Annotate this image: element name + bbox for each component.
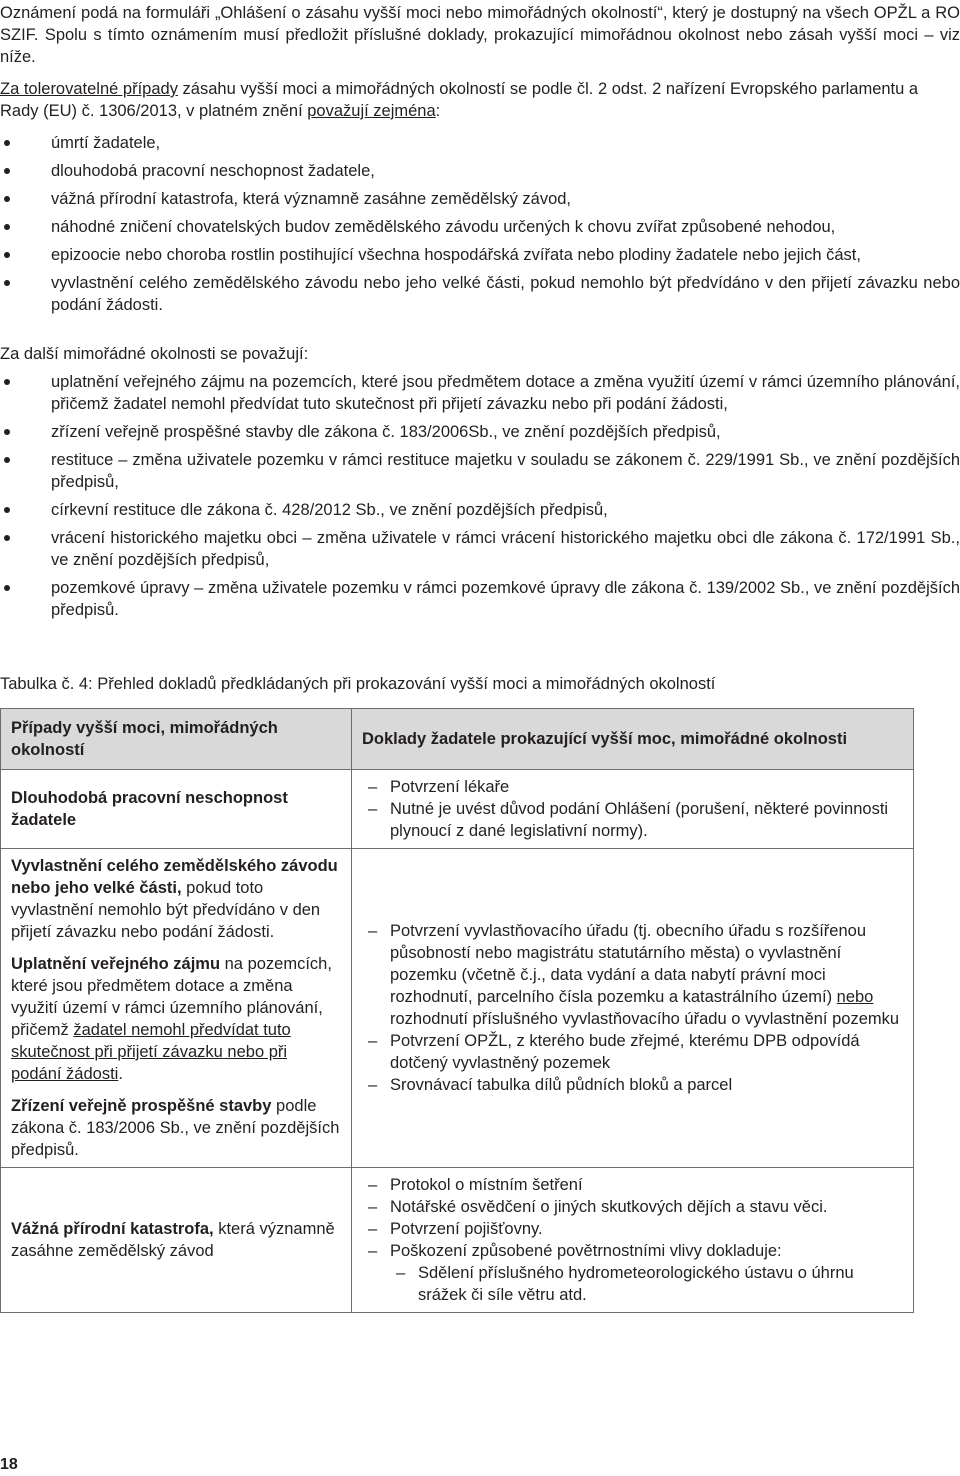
- list-item: dlouhodobá pracovní neschopnost žadatele,: [0, 160, 960, 182]
- list-item: restituce – změna uživatele pozemku v rámci restituce majetku v souladu se zákonem č. 229/1991 Sb., ve znění pozdějších předpisů,: [0, 449, 960, 493]
- list-item: – Protokol o místním šetření: [362, 1174, 903, 1196]
- list-item: vážná přírodní katastrofa, která významně zasáhne zemědělský závod,: [0, 188, 960, 210]
- list-item: církevní restituce dle zákona č. 428/2012 Sb., ve znění pozdějších předpisů,: [0, 499, 960, 521]
- table-header-row: [1, 709, 914, 770]
- header-documents: Doklady žadatele prokazující vyšší moc, mimořádné okolnosti: [352, 709, 914, 770]
- case-public-construction-text: podle zákona č. 183/2006 Sb., ve znění pozdějších předpisů.: [11, 1097, 340, 1159]
- other-circumstances-heading: Za další mimořádné okolnosti se považují:: [0, 345, 309, 363]
- documents-table: [0, 708, 914, 1313]
- documents-sublist: [390, 1262, 903, 1306]
- doc-text-underlined: nebo: [836, 988, 874, 1006]
- case-public-interest-title: Uplatnění veřejného zájmu: [11, 955, 221, 973]
- cell-case: [1, 770, 352, 849]
- list-item: pozemkové úpravy – změna uživatele pozemku v rámci pozemkové úpravy dle zákona č. 139/2002 Sb., ve znění pozdějších předpisů.: [0, 577, 960, 621]
- tolerable-lead: Za tolerovatelné případy: [0, 80, 178, 98]
- table-row: [1, 770, 914, 849]
- list-item: vrácení historického majetku obci – změna uživatele v rámci vrácení historického majetku obci dle zákona č. 172/1991 Sb., ve znění pozdějších předpisů,: [0, 527, 960, 571]
- case-expropriation: [11, 855, 341, 943]
- documents-list: [362, 1174, 903, 1306]
- list-item: – Potvrzení lékaře: [362, 776, 903, 798]
- case-public-interest-text: na pozemcích, které jsou předmětem dotace a změna využití území v rámci územního plánování, přičemž: [11, 955, 332, 1039]
- case-natural-disaster: [11, 1218, 341, 1262]
- tolerable-cases-paragraph: [0, 78, 960, 122]
- doc-text: rozhodnutí příslušného vyvlastňovacího úřadu o vyvlastnění pozemku: [390, 1010, 900, 1028]
- list-item: [362, 920, 903, 1030]
- tolerable-cases-list: [0, 132, 960, 322]
- doc-text: Potvrzení vyvlastňovacího úřadu (tj. obecního úřadu s rozšířenou působností nebo magistrátu statutárního města) o vyvlastnění pozemku (včetně č.j., data vydání a data nabytí právní moci rozhodnutí, parcelního čísla pozemku a katastrálního území): [390, 922, 867, 1006]
- case-long-term-illness: Dlouhodobá pracovní neschopnost žadatele: [11, 789, 288, 829]
- doc-text: Poškození způsobené povětrnostními vlivy dokladuje:: [390, 1242, 782, 1260]
- list-item: úmrtí žadatele,: [0, 132, 960, 154]
- list-item: uplatnění veřejného zájmu na pozemcích, které jsou předmětem dotace a změna využití území v rámci územního plánování, přičemž žadatel nemohl předvídat tuto skutečnost při přijetí závazku nebo při podání žádosti,: [0, 371, 960, 415]
- header-cases: Případy vyšší moci, mimořádných okolností: [1, 709, 352, 770]
- case-natural-disaster-title: Vážná přírodní katastrofa,: [11, 1220, 214, 1238]
- page-number: 18: [0, 1456, 18, 1473]
- list-item: – Potvrzení pojišťovny.: [362, 1218, 903, 1240]
- tolerable-tail: považují zejména: [307, 102, 436, 120]
- cell-case: [1, 849, 352, 1168]
- tolerable-middle: zásahu vyšší moci a mimořádných okolností se podle čl. 2 odst. 2 nařízení Evropského parlamentu a Rady (EU) č. 1306/2013, v platném znění: [0, 80, 919, 120]
- case-public-interest-end: .: [118, 1065, 123, 1083]
- other-circumstances-list: [0, 371, 960, 627]
- case-expropriation-text: pokud toto vyvlastnění nemohlo být předvídáno v den přijetí závazku nebo podání žádosti.: [11, 879, 321, 941]
- list-item: náhodné zničení chovatelských budov zemědělského závodu určených k chovu zvířat způsobené nehodou,: [0, 216, 960, 238]
- documents-list: [362, 776, 903, 842]
- case-natural-disaster-text: která významně zasáhne zemědělský závod: [11, 1220, 335, 1260]
- documents-list: [362, 920, 903, 1096]
- list-item: – Sdělení příslušného hydrometeorologického ústavu o úhrnu srážek či síle větru atd.: [390, 1262, 903, 1306]
- list-item: epizoocie nebo choroba rostlin postihující všechna hospodářská zvířata nebo plodiny žadatele nebo jejich část,: [0, 244, 960, 266]
- table-row: [1, 1168, 914, 1313]
- cell-case: [1, 1168, 352, 1313]
- table-caption: Tabulka č. 4: Přehled dokladů předkládaných při prokazování vyšší moci a mimořádných okolností: [0, 675, 716, 693]
- list-item: vyvlastnění celého zemědělského závodu nebo jeho velké části, pokud nemohlo být předvídáno v den přijetí závazku nebo podání žádosti.: [0, 272, 960, 316]
- cell-documents: [352, 770, 914, 849]
- list-item: – Potvrzení OPŽL, z kterého bude zřejmé, kterému DPB odpovídá dotčený vyvlastněný pozemek: [362, 1030, 903, 1074]
- list-item: – Notářské osvědčení o jiných skutkových dějích a stavu věci.: [362, 1196, 903, 1218]
- tolerable-end: :: [435, 102, 441, 120]
- cell-documents: [352, 849, 914, 1168]
- table-row: [1, 849, 914, 1168]
- list-item: zřízení veřejně prospěšné stavby dle zákona č. 183/2006Sb., ve znění pozdějších předpisů,: [0, 421, 960, 443]
- case-public-interest-underlined: žadatel nemohl předvídat tuto skutečnost při přijetí závazku nebo při podání žádosti: [11, 1021, 291, 1083]
- intro-paragraph: Oznámení podá na formuláři „Ohlášení o zásahu vyšší moci nebo mimořádných okolností“, který je dostupný na všech OPŽL a RO SZIF. Spolu s tímto oznámením musí předložit příslušné doklady, prokazující mimořádnou okolnost nebo zásah vyšší moci – viz níže.: [0, 4, 960, 66]
- list-item: [362, 1240, 903, 1306]
- case-expropriation-title: Vyvlastnění celého zemědělského závodu nebo jeho velké části,: [11, 857, 338, 897]
- case-public-construction: [11, 1095, 341, 1161]
- list-item: – Srovnávací tabulka dílů půdních bloků a parcel: [362, 1074, 903, 1096]
- case-public-interest: [11, 953, 341, 1085]
- cell-documents: [352, 1168, 914, 1313]
- list-item: – Nutné je uvést důvod podání Ohlášení (porušení, některé povinnosti plynoucí z dané legislativní normy).: [362, 798, 903, 842]
- case-public-construction-title: Zřízení veřejně prospěšné stavby: [11, 1097, 272, 1115]
